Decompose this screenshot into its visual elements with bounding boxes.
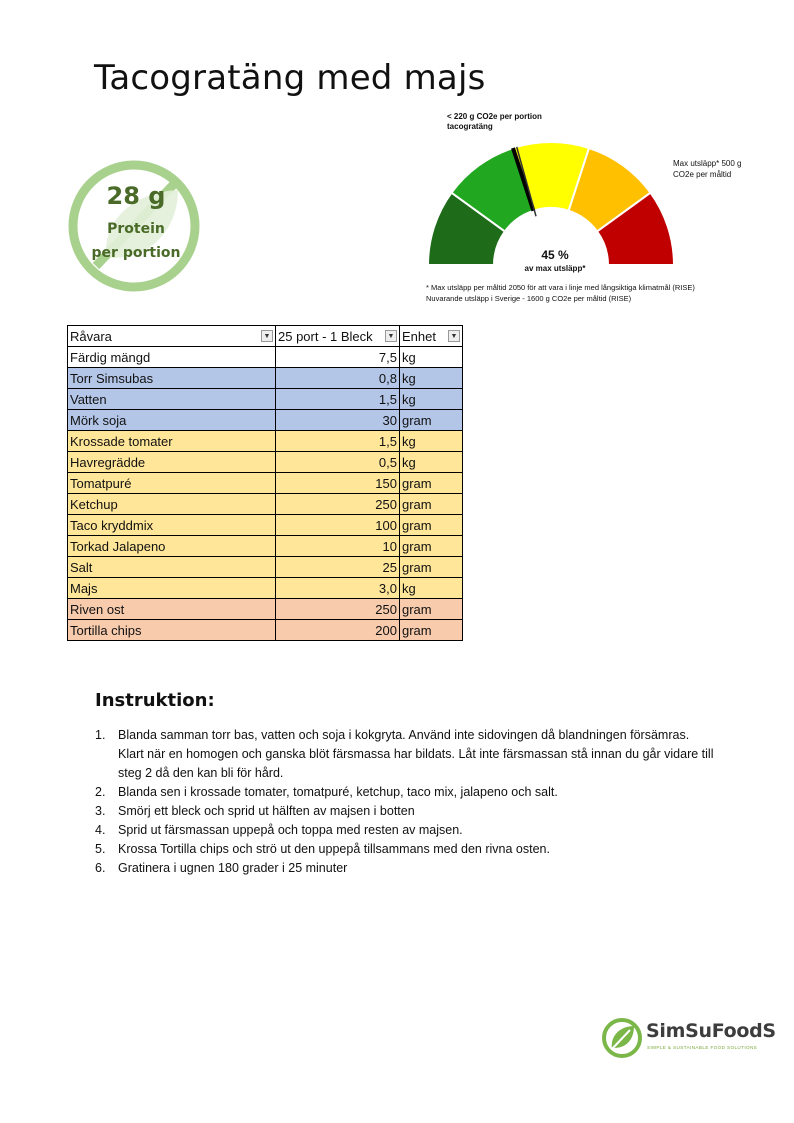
filter-dropdown-icon[interactable]: ▼: [261, 330, 273, 342]
table-row: [68, 410, 463, 431]
gauge-footnote-2: Nuvarande utsläpp i Sverige - 1600 g CO2e per måltid (RISE): [426, 294, 632, 303]
logo-name: SimSuFoodS: [646, 1020, 776, 1042]
ingredient-name: Taco kryddmix: [68, 515, 276, 536]
ingredient-name: Vatten: [68, 389, 276, 410]
ingredients-table: [67, 325, 463, 641]
ingredient-amount: 0,5: [276, 452, 400, 473]
step-text: Blanda samman torr bas, vatten och soja i kokgryta. Använd inte sidovingen då blandningen försämras. Klart när en homogen och ganska blöt färsmassa har bildats. Låt inte färsmassan stå innan du går vidare till steg 2 då den kan bli för hård.: [118, 728, 714, 780]
gauge-top-label: < 220 g CO2e per portion tacogratäng: [447, 112, 542, 131]
leaf-logo-icon: [600, 1016, 644, 1060]
simsufoods-logo: [600, 1014, 776, 1062]
table-row: [68, 620, 463, 641]
ingredient-unit: kg: [400, 431, 463, 452]
filter-dropdown-icon[interactable]: ▼: [385, 330, 397, 342]
gauge-percent: 45 %: [541, 248, 569, 262]
instruction-step: [95, 840, 715, 859]
instruction-step: [95, 783, 715, 802]
instruction-step: [95, 859, 715, 878]
gauge-footnote-1: * Max utsläpp per måltid 2050 för att vara i linje med långsiktiga klimatmål (RISE): [426, 283, 695, 292]
ingredient-amount: 250: [276, 494, 400, 515]
table-row: [68, 536, 463, 557]
step-number: 1.: [95, 728, 106, 742]
instruction-step: [95, 802, 715, 821]
ingredient-amount: 7,5: [276, 347, 400, 368]
ingredient-unit: gram: [400, 620, 463, 641]
table-row: [68, 347, 463, 368]
ingredient-name: Majs: [68, 578, 276, 599]
ingredient-amount: 25: [276, 557, 400, 578]
table-row: [68, 452, 463, 473]
ingredient-name: Färdig mängd: [68, 347, 276, 368]
ingredient-name: Havregrädde: [68, 452, 276, 473]
ingredient-name: Torkad Jalapeno: [68, 536, 276, 557]
ingredient-unit: kg: [400, 389, 463, 410]
ingredient-unit: kg: [400, 368, 463, 389]
table-header-row: [68, 326, 463, 347]
step-number: 6.: [95, 861, 106, 875]
protein-sublabel: per portion: [91, 245, 181, 261]
ingredient-amount: 1,5: [276, 431, 400, 452]
ingredient-name: Riven ost: [68, 599, 276, 620]
ingredient-unit: gram: [400, 494, 463, 515]
ingredient-unit: kg: [400, 578, 463, 599]
header-label: Enhet: [402, 328, 436, 344]
ingredient-unit: kg: [400, 452, 463, 473]
instructions-title: Instruktion:: [95, 690, 215, 711]
ingredient-amount: 100: [276, 515, 400, 536]
filter-dropdown-icon[interactable]: ▼: [448, 330, 460, 342]
header-label: 25 port - 1 Bleck: [278, 328, 373, 344]
table-row: [68, 389, 463, 410]
table-row: [68, 557, 463, 578]
step-text: Krossa Tortilla chips och strö ut den uppepå tillsammans med den rivna osten.: [118, 842, 550, 856]
gauge-chart: [420, 108, 760, 308]
ingredient-amount: 1,5: [276, 389, 400, 410]
ingredient-name: Torr Simsubas: [68, 368, 276, 389]
ingredient-unit: gram: [400, 515, 463, 536]
ingredient-unit: gram: [400, 557, 463, 578]
protein-label: Protein: [107, 221, 165, 237]
ingredient-name: Ketchup: [68, 494, 276, 515]
instructions-list: [95, 726, 715, 878]
gauge-max-label: Max utsläpp* 500 g CO2e per måltid: [673, 159, 742, 179]
ingredient-name: Salt: [68, 557, 276, 578]
ingredient-amount: 10: [276, 536, 400, 557]
step-text: Blanda sen i krossade tomater, tomatpuré, ketchup, taco mix, jalapeno och salt.: [118, 785, 558, 799]
header-ravara[interactable]: [68, 326, 276, 347]
instruction-step: [95, 821, 715, 840]
ingredient-unit: gram: [400, 536, 463, 557]
logo-tagline: SIMPLE & SUSTAINABLE FOOD SOLUTIONS: [647, 1045, 758, 1050]
step-number: 5.: [95, 842, 106, 856]
header-label: Råvara: [70, 328, 112, 344]
ingredient-name: Tortilla chips: [68, 620, 276, 641]
protein-amount: 28 g: [106, 182, 166, 210]
table-row: [68, 599, 463, 620]
ingredient-amount: 0,8: [276, 368, 400, 389]
co2-gauge: [420, 108, 760, 308]
ingredient-amount: 150: [276, 473, 400, 494]
step-number: 4.: [95, 823, 106, 837]
ingredient-amount: 3,0: [276, 578, 400, 599]
ingredient-name: Tomatpuré: [68, 473, 276, 494]
page-title: Tacogratäng med majs: [94, 58, 486, 98]
table-row: [68, 473, 463, 494]
step-number: 2.: [95, 785, 106, 799]
gauge-percent-label: av max utsläpp*: [524, 264, 586, 273]
header-enhet[interactable]: [400, 326, 463, 347]
ingredient-amount: 250: [276, 599, 400, 620]
ingredient-unit: gram: [400, 599, 463, 620]
step-text: Sprid ut färsmassan uppepå och toppa med resten av majsen.: [118, 823, 463, 837]
ingredient-unit: gram: [400, 410, 463, 431]
ingredient-unit: kg: [400, 347, 463, 368]
step-text: Gratinera i ugnen 180 grader i 25 minuter: [118, 861, 348, 875]
table-row: [68, 368, 463, 389]
table-row: [68, 431, 463, 452]
ingredient-amount: 200: [276, 620, 400, 641]
ingredient-amount: 30: [276, 410, 400, 431]
table-row: [68, 515, 463, 536]
protein-badge: [66, 158, 206, 294]
ingredient-name: Krossade tomater: [68, 431, 276, 452]
step-number: 3.: [95, 804, 106, 818]
table-row: [68, 494, 463, 515]
step-text: Smörj ett bleck och sprid ut hälften av majsen i botten: [118, 804, 415, 818]
ingredient-name: Mörk soja: [68, 410, 276, 431]
header-portions[interactable]: [276, 326, 400, 347]
instruction-step: [95, 726, 715, 783]
table-row: [68, 578, 463, 599]
ingredient-unit: gram: [400, 473, 463, 494]
